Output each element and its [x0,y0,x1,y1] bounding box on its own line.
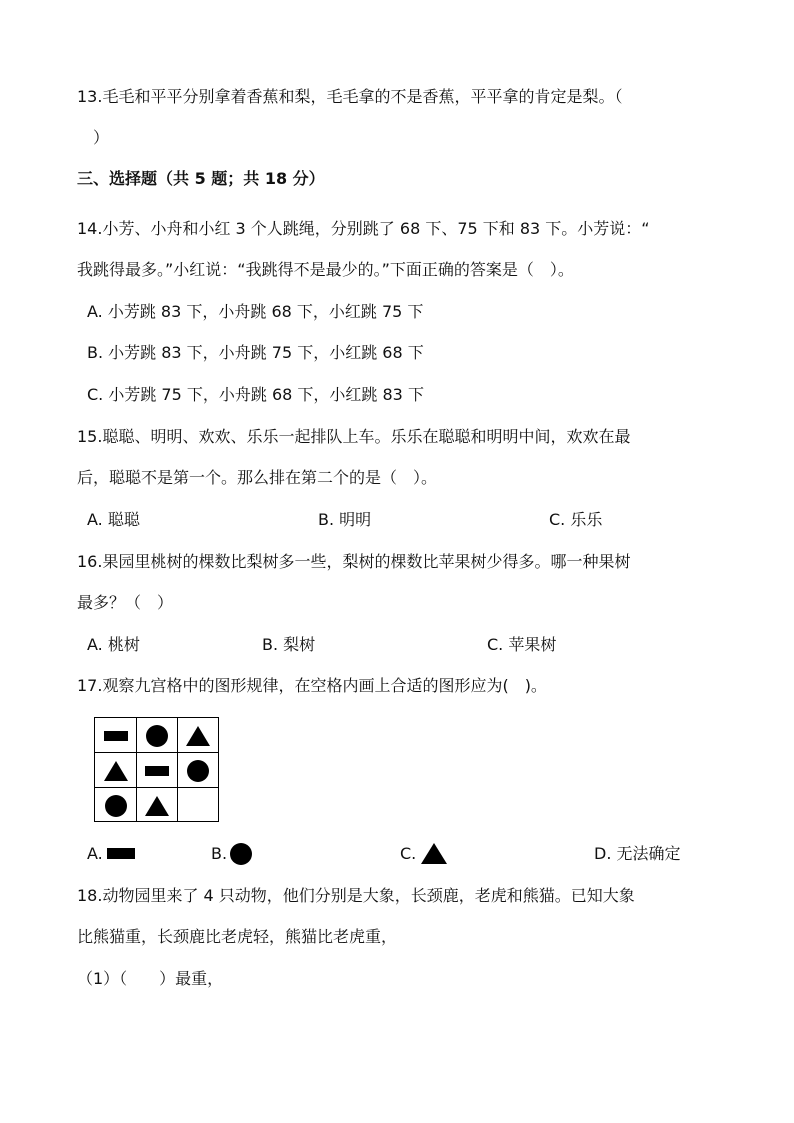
rectangle-icon [107,848,135,859]
q15-option-a[interactable]: A. 聪聪 [87,510,140,529]
grid-cell [136,753,177,788]
q16-option-a[interactable]: A. 桃树 [87,635,140,654]
rectangle-icon [104,731,128,741]
nine-grid [94,717,219,822]
q14-option-a[interactable]: A. 小芳跳 83 下，小舟跳 68 下，小红跳 75 下 [87,302,424,321]
grid-cell [95,753,136,788]
triangle-icon [186,726,210,746]
q15-option-c[interactable]: C. 乐乐 [549,510,603,529]
q17-option-d[interactable]: D. 无法确定 [594,844,681,863]
grid-cell [136,788,177,823]
q13-line1: 13.毛毛和平平分别拿着香蕉和梨，毛毛拿的不是香蕉，平平拿的肯定是梨。（ [77,87,623,106]
q16-option-c[interactable]: C. 苹果树 [487,635,557,654]
q14-line2: 我跳得最多。”小红说：“我跳得不是最少的。”下面正确的答案是（ ）。 [77,260,574,279]
grid-cell [95,788,136,823]
triangle-icon [104,761,128,781]
q18-line2: 比熊猫重，长颈鹿比老虎轻，熊猫比老虎重， [77,927,398,946]
q15-line2: 后，聪聪不是第一个。那么排在第二个的是（ ）。 [77,468,438,487]
q14-line1: 14.小芳、小舟和小红 3 个人跳绳，分别跳了 68 下、75 下和 83 下。小芳说：“ [77,219,650,238]
q14-option-c[interactable]: C. 小芳跳 75 下，小舟跳 68 下，小红跳 83 下 [87,385,424,404]
q16-line2: 最多？（ ） [77,593,174,612]
q16-line1: 16.果园里桃树的棵数比梨树多一些，梨树的棵数比苹果树少得多。哪一种果树 [77,552,631,571]
q18-line1: 18.动物园里来了 4 只动物，他们分别是大象，长颈鹿，老虎和熊猫。已知大象 [77,886,635,905]
circle-icon [187,760,209,782]
triangle-icon [421,843,447,864]
q13-line2: ） [93,128,110,147]
grid-cell [177,718,218,753]
q17-option-b[interactable]: B. [211,844,228,863]
grid-cell [177,788,218,823]
q17-option-a[interactable]: A. [87,844,103,863]
triangle-icon [145,796,169,816]
q16-option-b[interactable]: B. 梨树 [262,635,316,654]
circle-icon [146,725,168,747]
grid-cell [95,718,136,753]
q15-option-b[interactable]: B. 明明 [318,510,372,529]
q17-option-c[interactable]: C. [400,844,417,863]
section3-heading: 三、选择题（共 5 题；共 18 分） [77,169,325,188]
q18-sub1: （1）（ ）最重， [77,969,224,988]
q15-line1: 15.聪聪、明明、欢欢、乐乐一起排队上车。乐乐在聪聪和明明中间，欢欢在最 [77,427,631,446]
rectangle-icon [145,766,169,776]
circle-icon [105,795,127,817]
q14-option-b[interactable]: B. 小芳跳 83 下，小舟跳 75 下，小红跳 68 下 [87,343,424,362]
grid-cell [177,753,218,788]
grid-cell [136,718,177,753]
q17-line1: 17.观察九宫格中的图形规律，在空格内画上合适的图形应为( )。 [77,676,547,695]
circle-icon [230,843,252,865]
